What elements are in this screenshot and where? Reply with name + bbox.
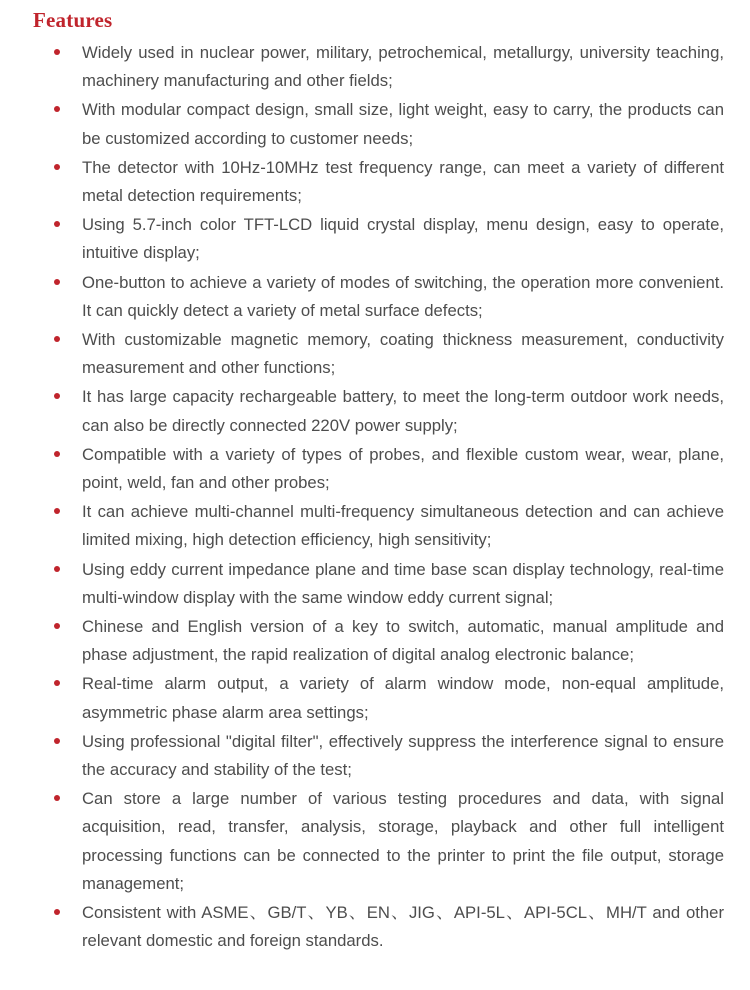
list-item [28, 326, 730, 382]
bullet-icon [54, 909, 60, 915]
list-item-text: With customizable magnetic memory, coating thickness measurement, conductivity measurement and other functions; [82, 330, 724, 378]
list-item [28, 785, 730, 898]
bullet-icon [54, 508, 60, 514]
bullet-icon [54, 393, 60, 399]
list-item-text: Using 5.7-inch color TFT-LCD liquid crystal display, menu design, easy to operate, intuitive display; [82, 215, 724, 263]
list-item [28, 556, 730, 612]
bullet-icon [54, 164, 60, 170]
list-item [28, 899, 730, 955]
bullet-icon [54, 221, 60, 227]
list-item-text: Using professional "digital filter", effectively suppress the interference signal to ensure the accuracy and stability of the test; [82, 731, 724, 780]
list-item [28, 613, 730, 669]
list-item [28, 383, 730, 439]
bullet-icon [54, 336, 60, 342]
list-item [28, 498, 730, 554]
bullet-icon [54, 738, 60, 744]
list-item-text: Consistent with ASME、GB/T、YB、EN、JIG、API-5L、API-5CL、MH/T and other relevant domestic and foreign standards. [82, 903, 724, 951]
list-item [28, 670, 730, 726]
list-item [28, 154, 730, 210]
list-item-text: One-button to achieve a variety of modes of switching, the operation more convenient. It can quickly detect a variety of metal surface defects; [82, 272, 724, 320]
bullet-icon [54, 451, 60, 457]
bullet-icon [54, 680, 60, 686]
bullet-icon [54, 279, 60, 285]
list-item [28, 269, 730, 325]
bullet-icon [54, 49, 60, 55]
list-item-text: It has large capacity rechargeable battery, to meet the long-term outdoor work needs, can also be directly connected 220V power supply; [82, 387, 724, 435]
list-item [28, 441, 730, 497]
page-title: Features [33, 8, 113, 32]
list-item-text: With modular compact design, small size, light weight, easy to carry, the products can be customized according to customer needs; [82, 100, 724, 148]
bullet-icon [54, 795, 60, 801]
list-item-text: Compatible with a variety of types of probes, and flexible custom wear, wear, plane, point, weld, fan and other probes; [82, 444, 724, 493]
features-list [28, 39, 730, 956]
bullet-icon [54, 623, 60, 629]
bullet-icon [54, 106, 60, 112]
list-item-text: Using eddy current impedance plane and time base scan display technology, real-time multi-window display with the same window eddy current signal; [82, 559, 724, 607]
list-item [28, 211, 730, 267]
list-item-text: The detector with 10Hz-10MHz test frequency range, can meet a variety of different metal detection requirements; [82, 157, 724, 206]
list-item-text: Can store a large number of various testing procedures and data, with signal acquisition, read, transfer, analysis, storage, playback and other full intelligent processing functions can be connected to the printer to print the file output, storage management; [82, 789, 724, 893]
list-item [28, 96, 730, 152]
list-item [28, 728, 730, 784]
list-item-text: Real-time alarm output, a variety of alarm window mode, non-equal amplitude, asymmetric phase alarm area settings; [82, 674, 724, 722]
list-item [28, 39, 730, 95]
bullet-icon [54, 566, 60, 572]
list-item-text: Widely used in nuclear power, military, petrochemical, metallurgy, university teaching, machinery manufacturing and other fields; [82, 43, 724, 91]
list-item-text: It can achieve multi-channel multi-frequency simultaneous detection and can achieve limited mixing, high detection efficiency, high sensitivity; [82, 502, 724, 550]
list-item-text: Chinese and English version of a key to switch, automatic, manual amplitude and phase adjustment, the rapid realization of digital analog electronic balance; [82, 617, 724, 665]
